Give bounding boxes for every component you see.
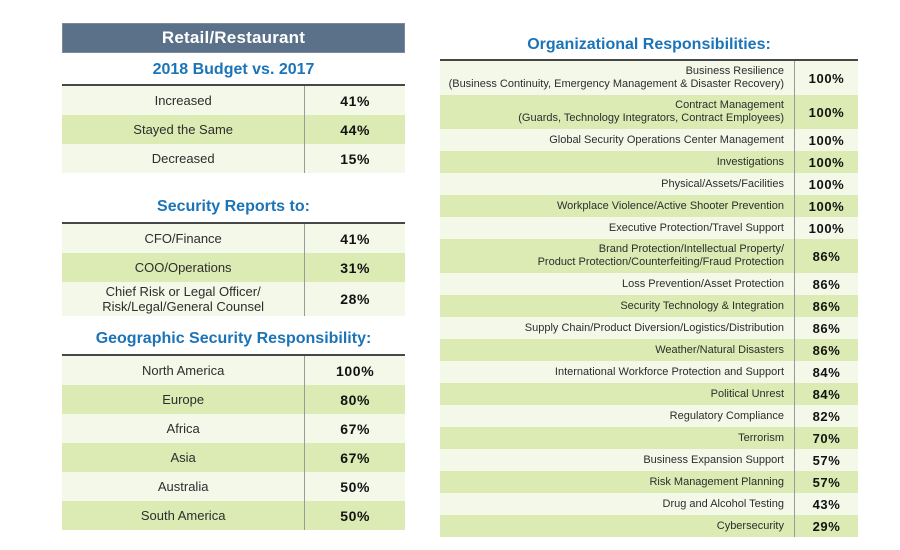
row-label-text: Global Security Operations Center Management bbox=[549, 133, 784, 146]
row-label-text-line2: (Business Continuity, Emergency Management & Disaster Recovery) bbox=[448, 78, 784, 90]
row-label-text: Australia bbox=[157, 479, 209, 494]
row-label bbox=[440, 427, 794, 449]
row-value: 28% bbox=[304, 282, 405, 316]
row-label bbox=[62, 86, 304, 115]
row-value: 100% bbox=[794, 217, 858, 239]
table-row bbox=[440, 383, 858, 405]
row-value: 82% bbox=[794, 405, 858, 427]
row-label-text: Business Resilience bbox=[685, 65, 784, 77]
row-label bbox=[440, 95, 794, 129]
budget-table bbox=[62, 84, 405, 173]
row-label bbox=[440, 239, 794, 273]
row-label bbox=[440, 493, 794, 515]
row-label-text: Security Technology & Integration bbox=[620, 299, 784, 312]
table-row bbox=[440, 449, 858, 471]
organizational-responsibilities-table bbox=[440, 59, 858, 537]
right-panel bbox=[440, 34, 858, 537]
row-value: 70% bbox=[794, 427, 858, 449]
security-reports-table bbox=[62, 222, 405, 316]
row-label bbox=[440, 515, 794, 537]
row-label-text: Business Expansion Support bbox=[643, 453, 784, 466]
row-label bbox=[62, 282, 304, 316]
row-value: 86% bbox=[794, 339, 858, 361]
table-row bbox=[440, 217, 858, 239]
table-row bbox=[440, 173, 858, 195]
row-label-text: Drug and Alcohol Testing bbox=[662, 497, 784, 510]
row-label bbox=[440, 295, 794, 317]
row-label bbox=[62, 472, 304, 501]
row-label-text: North America bbox=[141, 363, 225, 378]
table-row bbox=[62, 443, 405, 472]
row-label-text: CFO/Finance bbox=[144, 231, 222, 246]
row-value: 100% bbox=[794, 195, 858, 217]
row-label bbox=[62, 356, 304, 385]
row-label-text: COO/Operations bbox=[134, 260, 232, 275]
table-row bbox=[440, 239, 858, 273]
row-label bbox=[440, 61, 794, 95]
row-label-text: Africa bbox=[166, 421, 200, 436]
row-value: 41% bbox=[304, 224, 405, 253]
row-label-text: Contract Management bbox=[675, 99, 784, 111]
row-value: 86% bbox=[794, 273, 858, 295]
row-label bbox=[62, 501, 304, 530]
row-label bbox=[440, 361, 794, 383]
row-value: 43% bbox=[794, 493, 858, 515]
row-value: 86% bbox=[794, 295, 858, 317]
table-row bbox=[62, 144, 405, 173]
row-label-text: Brand Protection/Intellectual Property/ bbox=[598, 243, 784, 255]
table-row bbox=[440, 273, 858, 295]
row-value: 67% bbox=[304, 443, 405, 472]
left-panel bbox=[62, 23, 405, 530]
row-label-text: Political Unrest bbox=[710, 387, 784, 400]
row-label-text: Executive Protection/Travel Support bbox=[608, 221, 784, 234]
row-label bbox=[440, 273, 794, 295]
table-row bbox=[440, 471, 858, 493]
row-value: 100% bbox=[794, 61, 858, 95]
row-label-text-line2: (Guards, Technology Integrators, Contract Employees) bbox=[518, 112, 784, 124]
segment-header-label: Retail/Restaurant bbox=[161, 28, 306, 47]
row-label-text: South America bbox=[140, 508, 226, 523]
table-row bbox=[440, 317, 858, 339]
row-value: 57% bbox=[794, 471, 858, 493]
row-label-text: Investigations bbox=[716, 155, 784, 168]
row-value: 44% bbox=[304, 115, 405, 144]
row-label bbox=[62, 144, 304, 173]
row-value: 84% bbox=[794, 361, 858, 383]
table-row bbox=[440, 427, 858, 449]
table-row bbox=[440, 361, 858, 383]
row-value: 29% bbox=[794, 515, 858, 537]
row-label-text-line2: Product Protection/Counterfeiting/Fraud Protection bbox=[537, 256, 784, 268]
row-label bbox=[440, 173, 794, 195]
row-label bbox=[440, 339, 794, 361]
row-label-text: Risk Management Planning bbox=[649, 475, 784, 488]
row-label-text: International Workforce Protection and Support bbox=[554, 365, 784, 378]
row-label-text-line2: Risk/Legal/General Counsel bbox=[102, 299, 265, 314]
table-row bbox=[62, 501, 405, 530]
table-row bbox=[440, 295, 858, 317]
table-row bbox=[440, 151, 858, 173]
table-row bbox=[62, 115, 405, 144]
row-label-text: Loss Prevention/Asset Protection bbox=[621, 277, 784, 290]
table-row bbox=[62, 414, 405, 443]
row-label bbox=[440, 405, 794, 427]
row-label bbox=[440, 195, 794, 217]
row-value: 50% bbox=[304, 501, 405, 530]
table-row bbox=[62, 282, 405, 316]
table-row bbox=[62, 385, 405, 414]
row-label-text: Europe bbox=[162, 392, 205, 407]
row-label-text: Decreased bbox=[151, 151, 215, 166]
row-label bbox=[62, 224, 304, 253]
row-label bbox=[440, 449, 794, 471]
row-value: 86% bbox=[794, 239, 858, 273]
segment-header-bar bbox=[62, 23, 405, 53]
row-value: 100% bbox=[794, 151, 858, 173]
table-row bbox=[440, 95, 858, 129]
row-label bbox=[440, 471, 794, 493]
section-title-organizational: Organizational Responsibilities: bbox=[527, 36, 771, 53]
row-value: 15% bbox=[304, 144, 405, 173]
row-value: 80% bbox=[304, 385, 405, 414]
table-row bbox=[440, 515, 858, 537]
table-row bbox=[62, 224, 405, 253]
row-label bbox=[440, 217, 794, 239]
row-label-text: Regulatory Compliance bbox=[669, 409, 784, 422]
geographic-responsibility-table bbox=[62, 354, 405, 530]
row-value: 31% bbox=[304, 253, 405, 282]
section-title-budget: 2018 Budget vs. 2017 bbox=[152, 61, 315, 78]
table-row bbox=[440, 405, 858, 427]
row-label bbox=[440, 383, 794, 405]
table-row bbox=[62, 86, 405, 115]
row-label-text: Increased bbox=[154, 93, 212, 108]
table-row bbox=[440, 339, 858, 361]
row-value: 100% bbox=[304, 356, 405, 385]
row-value: 41% bbox=[304, 86, 405, 115]
row-label-text: Asia bbox=[170, 450, 196, 465]
table-row bbox=[440, 493, 858, 515]
row-label-text: Chief Risk or Legal Officer/ bbox=[105, 284, 261, 299]
row-label bbox=[62, 385, 304, 414]
row-label-text: Physical/Assets/Facilities bbox=[661, 177, 784, 190]
row-value: 100% bbox=[794, 173, 858, 195]
table-row bbox=[440, 129, 858, 151]
row-value: 57% bbox=[794, 449, 858, 471]
section-title-geographic: Geographic Security Responsibility: bbox=[95, 330, 372, 347]
row-value: 86% bbox=[794, 317, 858, 339]
row-label-text: Terrorism bbox=[738, 431, 784, 444]
row-label-text: Cybersecurity bbox=[716, 519, 784, 532]
row-label bbox=[440, 151, 794, 173]
row-label-text: Workplace Violence/Active Shooter Prevention bbox=[556, 199, 784, 212]
row-value: 100% bbox=[794, 129, 858, 151]
row-value: 100% bbox=[794, 95, 858, 129]
row-value: 84% bbox=[794, 383, 858, 405]
section-title-reports: Security Reports to: bbox=[157, 198, 310, 215]
row-label bbox=[440, 129, 794, 151]
table-row bbox=[440, 195, 858, 217]
row-label-text: Supply Chain/Product Diversion/Logistics/Distribution bbox=[524, 321, 784, 334]
row-label bbox=[62, 115, 304, 144]
row-label-text: Stayed the Same bbox=[133, 122, 234, 137]
row-label bbox=[62, 443, 304, 472]
table-row bbox=[62, 253, 405, 282]
row-value: 50% bbox=[304, 472, 405, 501]
table-row bbox=[62, 472, 405, 501]
row-value: 67% bbox=[304, 414, 405, 443]
row-label bbox=[62, 253, 304, 282]
row-label bbox=[440, 317, 794, 339]
table-row bbox=[62, 356, 405, 385]
row-label-text: Weather/Natural Disasters bbox=[655, 343, 784, 356]
table-row bbox=[440, 61, 858, 95]
row-label bbox=[62, 414, 304, 443]
